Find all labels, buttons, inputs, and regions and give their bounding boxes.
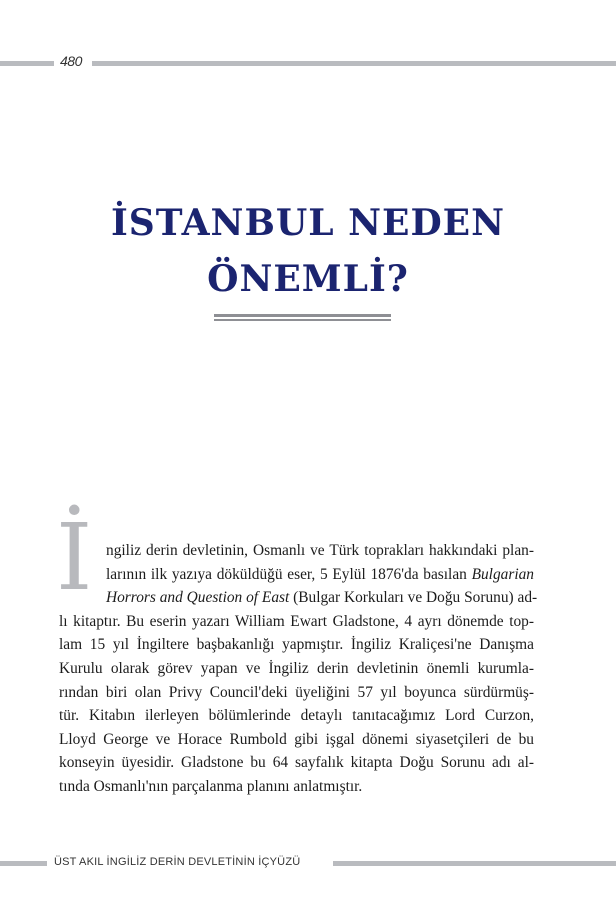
drop-cap: İ [56,504,93,611]
body-text-run: Kurulu olarak görev yapan ve İngiliz derin devletinin önemli kurumla- [59,659,534,677]
body-text-run: konseyin üyesidir. Gladstone bu 64 sayfalık kitapta Doğu Sorunu adı al- [59,754,534,772]
title-underline [214,314,391,321]
body-text-run: lı kitaptır. Bu eserin yazarı William Ewart Gladstone, 4 ayrı dönemde top- [59,612,534,630]
footer-rule-left [0,861,47,866]
body-line [59,751,534,775]
body-line [59,681,534,705]
body-text-run: rından biri olan Privy Council'deki üyeliğini 57 yıl boyunca sürdürmüş- [59,683,534,701]
body-line [106,586,538,610]
body-line [59,657,534,681]
footer-rule-right [333,861,616,866]
chapter-title [0,195,616,307]
body-line [59,610,534,634]
body-text-run: tında Osmanlı'nın parçalanma planını anlatmıştır. [59,777,363,795]
body-line [59,633,534,657]
body-text-run: tür. Kitabın ilerleyen bölümlerinde detaylı tanıtacağımız Lord Curzon, [59,707,534,725]
body-text-run: lam 15 yıl İngiltere başbakanlığı yapmıştır. İngiliz Kraliçesi'ne Danışma [59,636,534,654]
italic-title-text: Bulgarian [471,565,534,583]
italic-title-text: Horrors and Question of East [106,589,290,607]
body-text-run: (Bulgar Korkuları ve Doğu Sorunu) ad- [289,589,538,607]
header-rule-right [92,61,616,66]
body-paragraph [59,539,538,799]
body-line [59,775,534,799]
body-line [106,539,534,563]
body-text-run: larının ilk yazıya döküldüğü eser, 5 Eylül 1876'da basılan [106,565,472,583]
body-text-run: Lloyd George ve Horace Rumbold gibi işgal dönemi siyasetçileri de bu [59,730,534,748]
body-line [59,704,534,728]
body-line [59,728,534,752]
body-line [106,563,534,587]
running-footer: ÜST AKIL İNGİLİZ DERİN DEVLETİNİN İÇYÜZÜ [54,856,301,868]
body-text-run: ngiliz derin devletinin, Osmanlı ve Türk toprakları hakkındaki plan- [106,542,534,559]
chapter-title-line-2: ÖNEMLİ? [207,258,409,300]
chapter-title-line-1: İSTANBUL NEDEN [110,202,506,244]
page-number: 480 [60,53,82,69]
header-rule-left [0,61,54,66]
